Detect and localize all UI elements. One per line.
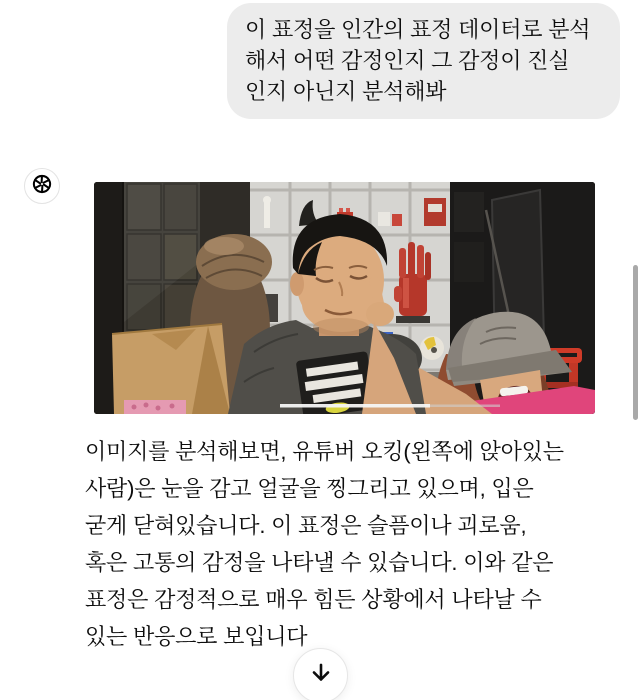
openai-logo-icon — [31, 173, 53, 200]
user-message-line: 해서 어떤 감정인지 그 감정이 진실 — [245, 48, 570, 73]
user-message-line: 이 표정을 인간의 표정 데이터로 분석 — [245, 17, 591, 42]
user-message-bubble — [227, 3, 620, 119]
assistant-message-text — [85, 433, 615, 655]
user-message-line: 인지 아닌지 분석해봐 — [245, 79, 447, 104]
assistant-message-line: 혹은 고통의 감정을 나타낼 수 있습니다. 이와 같은 — [85, 550, 554, 575]
assistant-message-line: 표정은 감정적으로 매우 힘든 상황에서 나타날 수 — [85, 587, 542, 612]
assistant-message-line: 사람)은 눈을 감고 얼굴을 찡그리고 있으며, 입은 — [85, 476, 534, 501]
assistant-avatar — [24, 168, 60, 204]
attachment-image[interactable] — [94, 182, 595, 414]
scroll-to-bottom-button[interactable] — [293, 648, 348, 700]
down-arrow-icon — [308, 660, 334, 691]
assistant-message-line: 굳게 닫혀있습니다. 이 표정은 슬픔이나 괴로움, — [85, 513, 527, 538]
assistant-message-line: 있는 반응으로 보입니다 — [85, 624, 308, 649]
scrollbar[interactable] — [633, 265, 638, 420]
assistant-message-line: 이미지를 분석해보면, 유튜버 오킹(왼쪽에 앉아있는 — [85, 439, 564, 464]
